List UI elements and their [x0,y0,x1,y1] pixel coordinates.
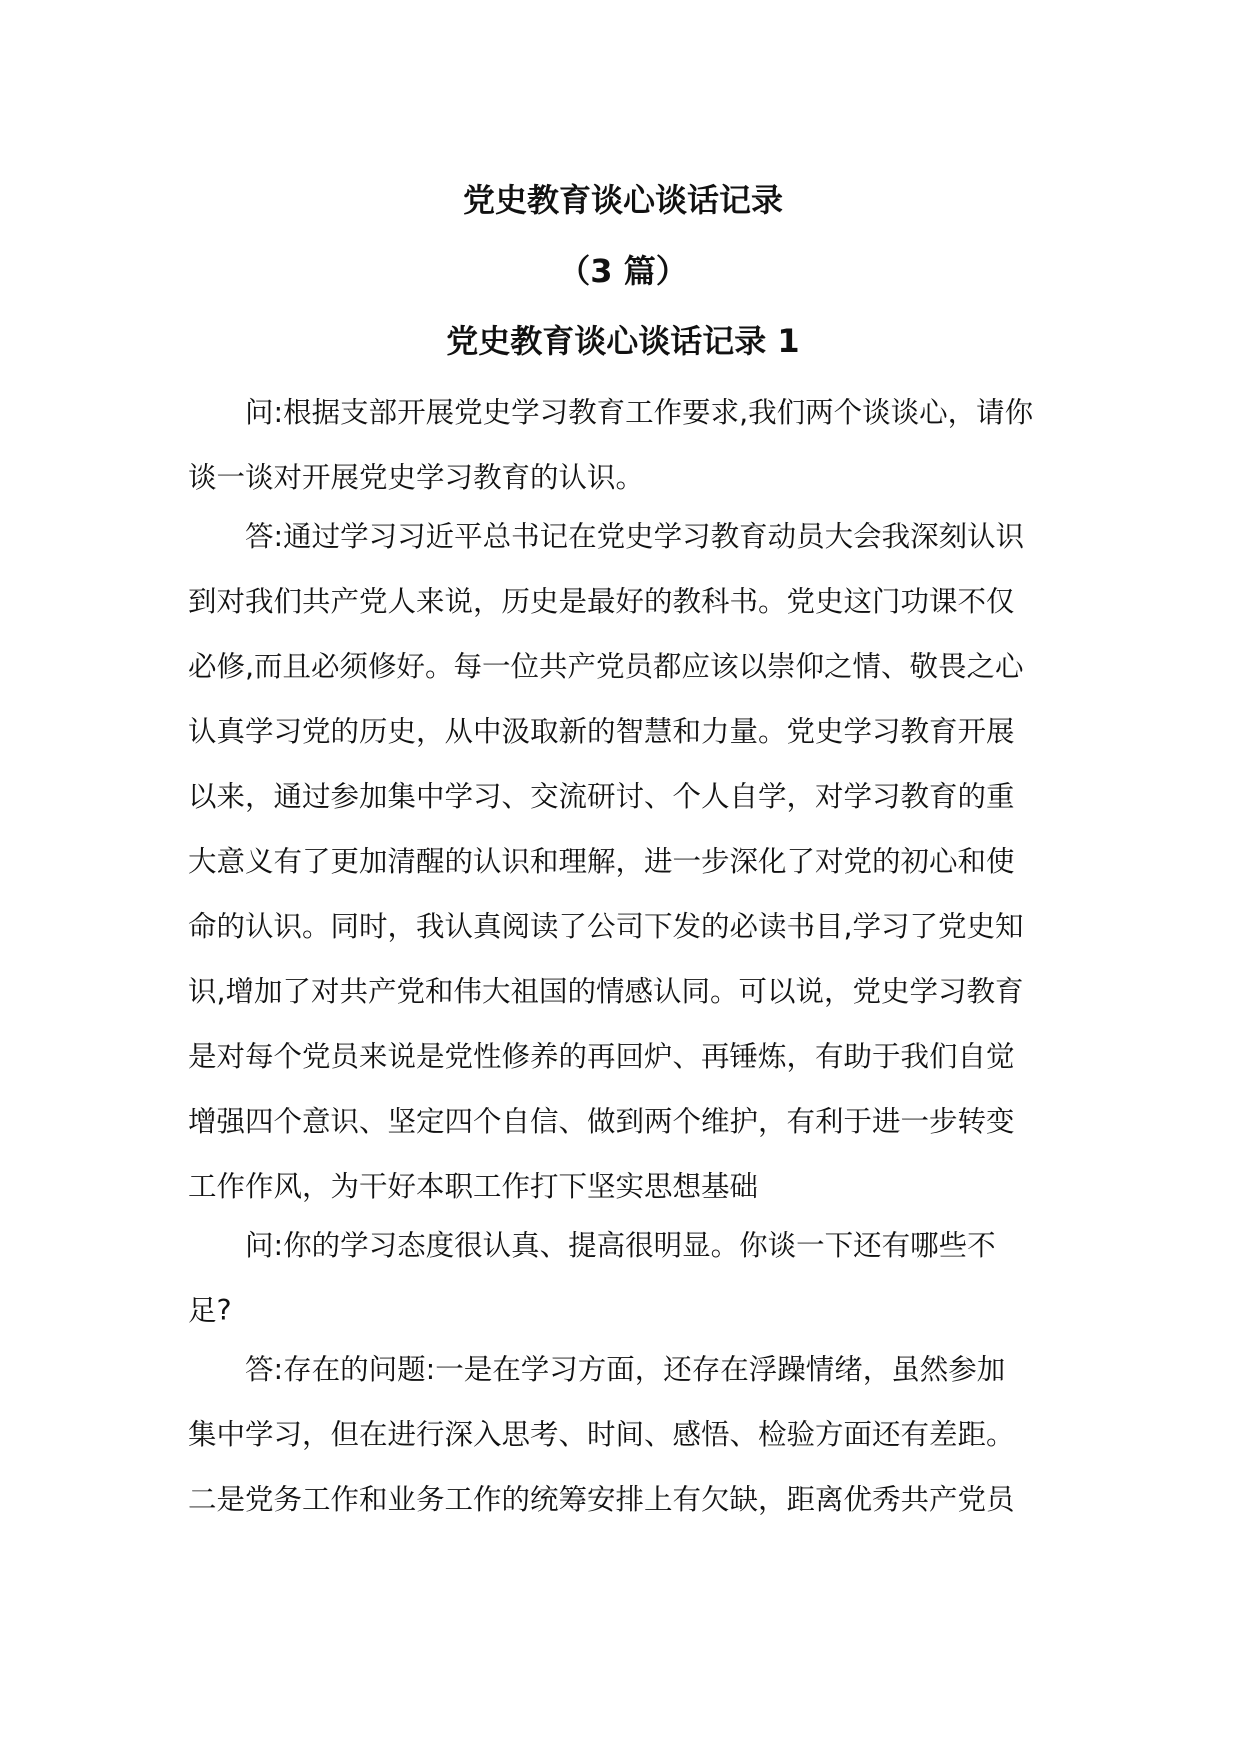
text-line: 答:存在的问题:一是在学习方面，还存在浮躁情绪，虽然参加 [245,1353,1006,1386]
paragraph-question-2 [188,1213,1058,1343]
paragraph-question-1 [188,380,1058,510]
paragraph-answer-1 [188,504,1058,1219]
text-line: 识,增加了对共产党和伟大祖国的情感认同。可以说，党史学习教育 [188,975,1024,1008]
text-line: 问:根据支部开展党史学习教育工作要求,我们两个谈谈心，请你 [245,396,1034,429]
text-line: 大意义有了更加清醒的认识和理解，进一步深化了对党的初心和使 [188,845,1015,878]
text-line: 足? [188,1294,232,1327]
document-subtitle: （3 篇） [558,252,688,290]
document-body [188,380,1058,1532]
text-line: 答:通过学习习近平总书记在党史学习教育动员大会我深刻认识 [245,520,1025,553]
text-line: 以来，通过参加集中学习、交流研讨、个人自学，对学习教育的重 [188,780,1015,813]
text-line: 增强四个意识、坚定四个自信、做到两个维护，有利于进一步转变 [188,1105,1015,1138]
section-title: 党史教育谈心谈话记录 1 [446,322,800,360]
text-line: 是对每个党员来说是党性修养的再回炉、再锤炼，有助于我们自觉 [188,1040,1015,1073]
text-line: 工作作风，为干好本职工作打下坚实思想基础 [188,1170,759,1203]
text-line: 到对我们共产党人来说，历史是最好的教科书。党史这门功课不仅 [188,585,1015,618]
text-line: 集中学习，但在进行深入思考、时间、感悟、检验方面还有差距。 [188,1418,1015,1451]
text-line: 二是党务工作和业务工作的统筹安排上有欠缺，距离优秀共产党员 [188,1483,1015,1516]
text-line: 谈一谈对开展党史学习教育的认识。 [188,461,645,494]
text-line: 命的认识。同时，我认真阅读了公司下发的必读书目,学习了党史知 [188,910,1024,943]
text-line: 问:你的学习态度很认真、提高很明显。你谈一下还有哪些不 [245,1229,996,1262]
paragraph-answer-2 [188,1337,1058,1532]
text-line: 必修,而且必须修好。每一位共产党员都应该以崇仰之情、敬畏之心 [188,650,1024,683]
document-title: 党史教育谈心谈话记录 [462,181,783,219]
text-line: 认真学习党的历史，从中汲取新的智慧和力量。党史学习教育开展 [188,715,1015,748]
